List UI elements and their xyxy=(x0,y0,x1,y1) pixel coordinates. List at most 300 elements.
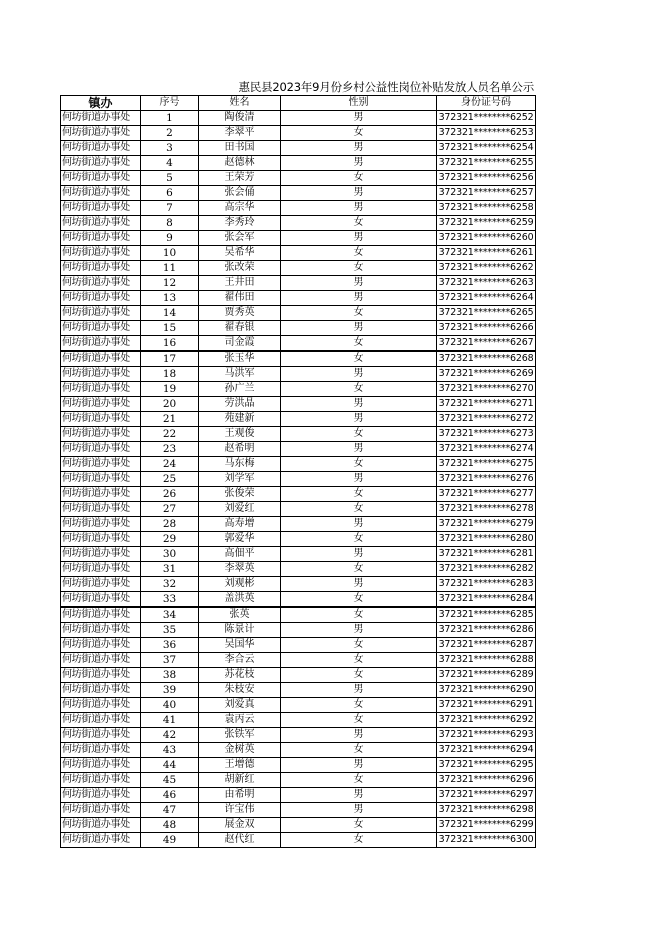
table-row xyxy=(61,547,536,562)
cell-id: 372321********6290 xyxy=(437,683,536,698)
header-id: 身份证号码 xyxy=(437,96,536,111)
cell-seq: 14 xyxy=(141,306,199,321)
table-row xyxy=(61,517,536,532)
cell-seq: 13 xyxy=(141,291,199,306)
cell-seq: 39 xyxy=(141,683,199,698)
table-row xyxy=(61,382,536,397)
cell-seq: 22 xyxy=(141,427,199,442)
cell-town: 何坊街道办事处 xyxy=(61,427,141,442)
cell-id: 372321********6252 xyxy=(437,111,536,126)
cell-gender: 男 xyxy=(281,201,437,216)
cell-gender: 女 xyxy=(281,607,437,623)
cell-name: 刘观彬 xyxy=(199,577,281,592)
cell-seq: 45 xyxy=(141,773,199,788)
table-row xyxy=(61,698,536,713)
table-row xyxy=(61,367,536,382)
table-row xyxy=(61,201,536,216)
table-row xyxy=(61,502,536,517)
cell-gender: 女 xyxy=(281,638,437,653)
cell-name: 吴国华 xyxy=(199,638,281,653)
table-row xyxy=(61,758,536,773)
cell-town: 何坊街道办事处 xyxy=(61,397,141,412)
roster-table xyxy=(60,95,536,848)
cell-name: 许宝伟 xyxy=(199,803,281,818)
cell-gender: 女 xyxy=(281,261,437,276)
cell-gender: 男 xyxy=(281,231,437,246)
cell-gender: 男 xyxy=(281,276,437,291)
cell-seq: 5 xyxy=(141,171,199,186)
cell-id: 372321********6258 xyxy=(437,201,536,216)
cell-id: 372321********6295 xyxy=(437,758,536,773)
cell-seq: 16 xyxy=(141,336,199,352)
table-row xyxy=(61,728,536,743)
table-row xyxy=(61,427,536,442)
table-row xyxy=(61,246,536,261)
cell-name: 由希明 xyxy=(199,788,281,803)
cell-town: 何坊街道办事处 xyxy=(61,743,141,758)
cell-id: 372321********6275 xyxy=(437,457,536,472)
cell-id: 372321********6282 xyxy=(437,562,536,577)
table-row xyxy=(61,653,536,668)
cell-town: 何坊街道办事处 xyxy=(61,517,141,532)
table-row xyxy=(61,472,536,487)
cell-name: 胡新红 xyxy=(199,773,281,788)
cell-name: 翟伟田 xyxy=(199,291,281,306)
cell-gender: 男 xyxy=(281,156,437,171)
cell-seq: 20 xyxy=(141,397,199,412)
cell-name: 刘爱红 xyxy=(199,502,281,517)
cell-id: 372321********6300 xyxy=(437,833,536,848)
cell-id: 372321********6267 xyxy=(437,336,536,352)
cell-name: 赵代红 xyxy=(199,833,281,848)
cell-name: 王增德 xyxy=(199,758,281,773)
cell-gender: 女 xyxy=(281,532,437,547)
cell-name: 翟春银 xyxy=(199,321,281,336)
cell-town: 何坊街道办事处 xyxy=(61,788,141,803)
cell-gender: 女 xyxy=(281,246,437,261)
cell-gender: 男 xyxy=(281,141,437,156)
cell-town: 何坊街道办事处 xyxy=(61,276,141,291)
cell-name: 苑建新 xyxy=(199,412,281,427)
cell-town: 何坊街道办事处 xyxy=(61,562,141,577)
table-row xyxy=(61,592,536,608)
cell-town: 何坊街道办事处 xyxy=(61,638,141,653)
cell-gender: 男 xyxy=(281,397,437,412)
cell-id: 372321********6285 xyxy=(437,607,536,623)
cell-name: 高宗华 xyxy=(199,201,281,216)
cell-seq: 12 xyxy=(141,276,199,291)
cell-seq: 3 xyxy=(141,141,199,156)
cell-town: 何坊街道办事处 xyxy=(61,577,141,592)
cell-name: 李翠平 xyxy=(199,126,281,141)
cell-town: 何坊街道办事处 xyxy=(61,457,141,472)
cell-id: 372321********6289 xyxy=(437,668,536,683)
cell-town: 何坊街道办事处 xyxy=(61,532,141,547)
cell-seq: 44 xyxy=(141,758,199,773)
cell-name: 吴希华 xyxy=(199,246,281,261)
cell-seq: 11 xyxy=(141,261,199,276)
cell-id: 372321********6253 xyxy=(437,126,536,141)
cell-town: 何坊街道办事处 xyxy=(61,773,141,788)
table-row xyxy=(61,623,536,638)
table-row xyxy=(61,562,536,577)
cell-town: 何坊街道办事处 xyxy=(61,728,141,743)
table-row xyxy=(61,833,536,848)
cell-gender: 女 xyxy=(281,668,437,683)
cell-id: 372321********6265 xyxy=(437,306,536,321)
cell-id: 372321********6274 xyxy=(437,442,536,457)
cell-gender: 男 xyxy=(281,803,437,818)
cell-town: 何坊街道办事处 xyxy=(61,442,141,457)
cell-seq: 24 xyxy=(141,457,199,472)
cell-name: 高寿增 xyxy=(199,517,281,532)
cell-name: 朱枝安 xyxy=(199,683,281,698)
cell-name: 李秀玲 xyxy=(199,216,281,231)
table-row xyxy=(61,457,536,472)
cell-town: 何坊街道办事处 xyxy=(61,126,141,141)
cell-town: 何坊街道办事处 xyxy=(61,291,141,306)
cell-name: 张俊荣 xyxy=(199,487,281,502)
cell-town: 何坊街道办事处 xyxy=(61,683,141,698)
cell-id: 372321********6296 xyxy=(437,773,536,788)
cell-seq: 26 xyxy=(141,487,199,502)
cell-id: 372321********6264 xyxy=(437,291,536,306)
cell-seq: 49 xyxy=(141,833,199,848)
cell-name: 刘爱真 xyxy=(199,698,281,713)
cell-name: 展金双 xyxy=(199,818,281,833)
table-row xyxy=(61,818,536,833)
cell-name: 赵德林 xyxy=(199,156,281,171)
cell-town: 何坊街道办事处 xyxy=(61,487,141,502)
cell-name: 赵希明 xyxy=(199,442,281,457)
cell-gender: 男 xyxy=(281,367,437,382)
cell-gender: 女 xyxy=(281,336,437,352)
cell-gender: 女 xyxy=(281,382,437,397)
cell-seq: 17 xyxy=(141,351,199,367)
cell-id: 372321********6254 xyxy=(437,141,536,156)
cell-name: 袁丙云 xyxy=(199,713,281,728)
cell-name: 张玉华 xyxy=(199,351,281,367)
cell-seq: 40 xyxy=(141,698,199,713)
table-row xyxy=(61,638,536,653)
cell-gender: 女 xyxy=(281,653,437,668)
cell-gender: 女 xyxy=(281,502,437,517)
cell-gender: 女 xyxy=(281,306,437,321)
cell-seq: 36 xyxy=(141,638,199,653)
cell-gender: 男 xyxy=(281,623,437,638)
cell-seq: 42 xyxy=(141,728,199,743)
cell-name: 高佃平 xyxy=(199,547,281,562)
cell-name: 李翠英 xyxy=(199,562,281,577)
cell-gender: 男 xyxy=(281,291,437,306)
cell-town: 何坊街道办事处 xyxy=(61,547,141,562)
table-row xyxy=(61,336,536,352)
cell-town: 何坊街道办事处 xyxy=(61,758,141,773)
table-row xyxy=(61,351,536,367)
table-row xyxy=(61,713,536,728)
cell-seq: 27 xyxy=(141,502,199,517)
cell-seq: 8 xyxy=(141,216,199,231)
cell-name: 张改荣 xyxy=(199,261,281,276)
cell-name: 刘学军 xyxy=(199,472,281,487)
cell-town: 何坊街道办事处 xyxy=(61,141,141,156)
cell-gender: 男 xyxy=(281,321,437,336)
table-row xyxy=(61,412,536,427)
cell-id: 372321********6288 xyxy=(437,653,536,668)
cell-id: 372321********6269 xyxy=(437,367,536,382)
cell-seq: 47 xyxy=(141,803,199,818)
cell-seq: 18 xyxy=(141,367,199,382)
cell-gender: 女 xyxy=(281,833,437,848)
cell-id: 372321********6293 xyxy=(437,728,536,743)
cell-gender: 女 xyxy=(281,457,437,472)
cell-gender: 女 xyxy=(281,818,437,833)
cell-town: 何坊街道办事处 xyxy=(61,367,141,382)
cell-gender: 男 xyxy=(281,442,437,457)
cell-town: 何坊街道办事处 xyxy=(61,231,141,246)
header-town: 镇办 xyxy=(61,96,141,111)
cell-gender: 女 xyxy=(281,126,437,141)
cell-id: 372321********6280 xyxy=(437,532,536,547)
table-row xyxy=(61,156,536,171)
cell-seq: 46 xyxy=(141,788,199,803)
cell-town: 何坊街道办事处 xyxy=(61,833,141,848)
cell-gender: 男 xyxy=(281,547,437,562)
cell-id: 372321********6255 xyxy=(437,156,536,171)
cell-seq: 25 xyxy=(141,472,199,487)
cell-seq: 15 xyxy=(141,321,199,336)
table-row xyxy=(61,683,536,698)
header-name: 姓名 xyxy=(199,96,281,111)
table-row xyxy=(61,607,536,623)
table-row xyxy=(61,487,536,502)
cell-gender: 男 xyxy=(281,577,437,592)
cell-name: 金树英 xyxy=(199,743,281,758)
cell-id: 372321********6270 xyxy=(437,382,536,397)
cell-gender: 女 xyxy=(281,171,437,186)
cell-town: 何坊街道办事处 xyxy=(61,111,141,126)
cell-town: 何坊街道办事处 xyxy=(61,818,141,833)
cell-town: 何坊街道办事处 xyxy=(61,653,141,668)
table-row xyxy=(61,397,536,412)
cell-gender: 男 xyxy=(281,111,437,126)
cell-town: 何坊街道办事处 xyxy=(61,698,141,713)
cell-id: 372321********6276 xyxy=(437,472,536,487)
cell-seq: 4 xyxy=(141,156,199,171)
cell-town: 何坊街道办事处 xyxy=(61,713,141,728)
table-row xyxy=(61,111,536,126)
cell-id: 372321********6273 xyxy=(437,427,536,442)
cell-id: 372321********6292 xyxy=(437,713,536,728)
cell-seq: 29 xyxy=(141,532,199,547)
cell-seq: 48 xyxy=(141,818,199,833)
cell-gender: 男 xyxy=(281,186,437,201)
cell-town: 何坊街道办事处 xyxy=(61,186,141,201)
table-row xyxy=(61,532,536,547)
cell-town: 何坊街道办事处 xyxy=(61,472,141,487)
cell-name: 李合云 xyxy=(199,653,281,668)
cell-gender: 女 xyxy=(281,592,437,608)
cell-id: 372321********6268 xyxy=(437,351,536,367)
table-row xyxy=(61,668,536,683)
cell-town: 何坊街道办事处 xyxy=(61,623,141,638)
cell-gender: 女 xyxy=(281,562,437,577)
table-row xyxy=(61,577,536,592)
cell-seq: 37 xyxy=(141,653,199,668)
cell-seq: 35 xyxy=(141,623,199,638)
cell-town: 何坊街道办事处 xyxy=(61,261,141,276)
cell-seq: 43 xyxy=(141,743,199,758)
table-row xyxy=(61,216,536,231)
cell-gender: 男 xyxy=(281,517,437,532)
cell-id: 372321********6271 xyxy=(437,397,536,412)
cell-name: 张英 xyxy=(199,607,281,623)
cell-gender: 男 xyxy=(281,728,437,743)
cell-gender: 男 xyxy=(281,788,437,803)
cell-name: 盖洪英 xyxy=(199,592,281,608)
cell-id: 372321********6291 xyxy=(437,698,536,713)
cell-id: 372321********6299 xyxy=(437,818,536,833)
cell-town: 何坊街道办事处 xyxy=(61,201,141,216)
cell-id: 372321********6287 xyxy=(437,638,536,653)
table-row xyxy=(61,803,536,818)
cell-gender: 男 xyxy=(281,412,437,427)
table-row xyxy=(61,743,536,758)
cell-town: 何坊街道办事处 xyxy=(61,156,141,171)
cell-name: 马洪军 xyxy=(199,367,281,382)
cell-id: 372321********6266 xyxy=(437,321,536,336)
cell-town: 何坊街道办事处 xyxy=(61,171,141,186)
cell-town: 何坊街道办事处 xyxy=(61,502,141,517)
cell-id: 372321********6298 xyxy=(437,803,536,818)
cell-seq: 6 xyxy=(141,186,199,201)
cell-gender: 女 xyxy=(281,713,437,728)
cell-id: 372321********6262 xyxy=(437,261,536,276)
cell-id: 372321********6279 xyxy=(437,517,536,532)
cell-town: 何坊街道办事处 xyxy=(61,412,141,427)
cell-id: 372321********6263 xyxy=(437,276,536,291)
cell-seq: 19 xyxy=(141,382,199,397)
cell-town: 何坊街道办事处 xyxy=(61,216,141,231)
cell-id: 372321********6283 xyxy=(437,577,536,592)
cell-seq: 28 xyxy=(141,517,199,532)
cell-id: 372321********6272 xyxy=(437,412,536,427)
cell-id: 372321********6278 xyxy=(437,502,536,517)
cell-seq: 7 xyxy=(141,201,199,216)
cell-name: 张铁军 xyxy=(199,728,281,743)
table-row xyxy=(61,186,536,201)
table-row xyxy=(61,126,536,141)
cell-town: 何坊街道办事处 xyxy=(61,321,141,336)
cell-town: 何坊街道办事处 xyxy=(61,592,141,608)
cell-town: 何坊街道办事处 xyxy=(61,668,141,683)
cell-gender: 男 xyxy=(281,758,437,773)
cell-gender: 男 xyxy=(281,472,437,487)
cell-gender: 女 xyxy=(281,773,437,788)
cell-seq: 33 xyxy=(141,592,199,608)
cell-name: 贾秀英 xyxy=(199,306,281,321)
cell-name: 陶俊清 xyxy=(199,111,281,126)
cell-gender: 男 xyxy=(281,683,437,698)
cell-gender: 女 xyxy=(281,216,437,231)
cell-town: 何坊街道办事处 xyxy=(61,607,141,623)
cell-gender: 女 xyxy=(281,698,437,713)
cell-town: 何坊街道办事处 xyxy=(61,803,141,818)
cell-gender: 女 xyxy=(281,743,437,758)
cell-id: 372321********6259 xyxy=(437,216,536,231)
cell-seq: 31 xyxy=(141,562,199,577)
table-row xyxy=(61,141,536,156)
cell-seq: 9 xyxy=(141,231,199,246)
cell-id: 372321********6257 xyxy=(437,186,536,201)
table-row xyxy=(61,291,536,306)
cell-name: 王井田 xyxy=(199,276,281,291)
cell-name: 苏花枝 xyxy=(199,668,281,683)
cell-seq: 41 xyxy=(141,713,199,728)
table-row xyxy=(61,306,536,321)
roster-body xyxy=(61,111,536,848)
cell-name: 劳洪晶 xyxy=(199,397,281,412)
cell-name: 张会军 xyxy=(199,231,281,246)
cell-seq: 21 xyxy=(141,412,199,427)
table-row xyxy=(61,321,536,336)
table-row xyxy=(61,276,536,291)
cell-id: 372321********6256 xyxy=(437,171,536,186)
cell-town: 何坊街道办事处 xyxy=(61,382,141,397)
table-row xyxy=(61,773,536,788)
cell-seq: 1 xyxy=(141,111,199,126)
cell-seq: 2 xyxy=(141,126,199,141)
header-gender: 性别 xyxy=(281,96,437,111)
cell-seq: 10 xyxy=(141,246,199,261)
cell-id: 372321********6294 xyxy=(437,743,536,758)
cell-town: 何坊街道办事处 xyxy=(61,336,141,352)
cell-seq: 38 xyxy=(141,668,199,683)
cell-name: 陈景计 xyxy=(199,623,281,638)
cell-id: 372321********6281 xyxy=(437,547,536,562)
header-seq: 序号 xyxy=(141,96,199,111)
header-row xyxy=(61,96,536,111)
page-title: 惠民县2023年9月份乡村公益性岗位补贴发放人员名单公示 xyxy=(238,80,534,94)
cell-town: 何坊街道办事处 xyxy=(61,306,141,321)
cell-seq: 34 xyxy=(141,607,199,623)
cell-seq: 32 xyxy=(141,577,199,592)
cell-town: 何坊街道办事处 xyxy=(61,246,141,261)
cell-name: 田书国 xyxy=(199,141,281,156)
cell-id: 372321********6297 xyxy=(437,788,536,803)
cell-town: 何坊街道办事处 xyxy=(61,351,141,367)
cell-id: 372321********6277 xyxy=(437,487,536,502)
table-row xyxy=(61,442,536,457)
cell-name: 王荣芳 xyxy=(199,171,281,186)
cell-name: 司金霞 xyxy=(199,336,281,352)
cell-name: 马东梅 xyxy=(199,457,281,472)
cell-name: 王观俊 xyxy=(199,427,281,442)
cell-name: 孙广兰 xyxy=(199,382,281,397)
cell-id: 372321********6261 xyxy=(437,246,536,261)
cell-gender: 女 xyxy=(281,487,437,502)
cell-gender: 女 xyxy=(281,427,437,442)
table-row xyxy=(61,261,536,276)
cell-id: 372321********6260 xyxy=(437,231,536,246)
cell-id: 372321********6284 xyxy=(437,592,536,608)
cell-id: 372321********6286 xyxy=(437,623,536,638)
table-row xyxy=(61,171,536,186)
cell-name: 张会俑 xyxy=(199,186,281,201)
table-row xyxy=(61,231,536,246)
table-row xyxy=(61,788,536,803)
cell-gender: 女 xyxy=(281,351,437,367)
